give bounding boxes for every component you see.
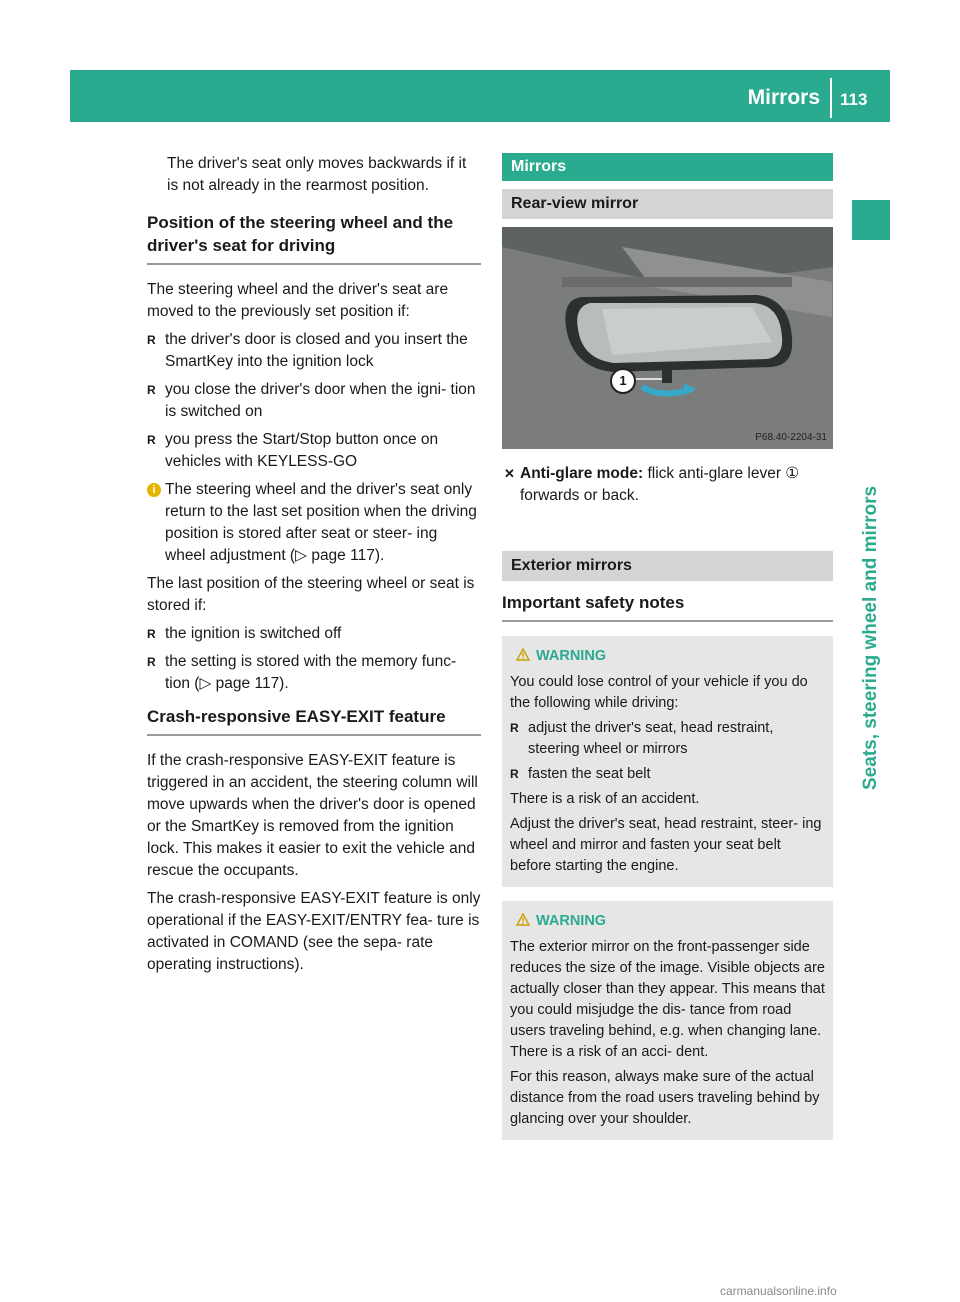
warning-text: For this reason, always make sure of the actual distance from the road users traveling behind by glancing over your shoulder. [510, 1069, 820, 1127]
figure-callout: 1 [610, 368, 636, 394]
section-paragraph: If the crash-responsive EASY-EXIT feature is triggered in an accident, the steering column will move upwards when the driver's door is opened or the SmartKey is removed from the ignition lock. This makes it easier to exit the vehicle and rescue the occupants. [147, 752, 478, 879]
side-tab-label: Seats, steering wheel and mirrors [860, 485, 881, 790]
bullet-list [147, 329, 481, 473]
warning-box [502, 901, 833, 1140]
section-title-easy-exit: Crash-responsive EASY-EXIT feature [147, 707, 446, 726]
info-icon: i [147, 483, 161, 497]
warning-title: WARNING [510, 911, 825, 932]
section-rule [147, 734, 481, 736]
mirrors-bar: Mirrors [502, 153, 833, 181]
warning-text: The exterior mirror on the front-passenger side reduces the size of the image. Visible objects are actually closer than they appear. This means that you could misjudge the dis- tance from road users traveling behind, e.g. when changing lane. There is a risk of an acci- dent. [510, 939, 825, 1060]
list-item: R fasten the seat belt [510, 766, 651, 782]
arrow-icon: ✕ [504, 466, 515, 481]
anti-glare-instruction: ✕ Anti-glare mode: flick anti-glare lever ① forwards or back. [504, 465, 800, 504]
list-item: R you press the Start/Stop button once on vehicles with KEYLESS-GO [147, 431, 439, 470]
left-column [147, 153, 481, 976]
bullet-list [510, 718, 825, 785]
info-note: i The steering wheel and the driver's seat only return to the last set position when the driving position is stored after seat or steer- ing wheel adjustment (▷ page 117). [147, 479, 481, 567]
warning-triangle-icon [516, 912, 530, 933]
header-title: Mirrors [747, 86, 820, 109]
warning-triangle-icon [516, 647, 530, 668]
header-separator [830, 78, 832, 118]
right-column [502, 153, 833, 1140]
section-paragraph: The last position of the steering wheel or seat is stored if: [147, 575, 475, 614]
warning-text: You could lose control of your vehicle if you do the following while driving: [510, 674, 808, 711]
list-item: R the ignition is switched off [147, 625, 342, 642]
list-item: R you close the driver's door when the igni- tion is switched on [147, 381, 476, 420]
list-item: R adjust the driver's seat, head restraint, steering wheel or mirrors [510, 720, 774, 757]
warning-box [502, 636, 833, 887]
section-paragraph: The steering wheel and the driver's seat are moved to the previously set position if: [147, 281, 449, 320]
warning-title: WARNING [510, 646, 825, 667]
bullet-list [147, 623, 481, 695]
section-rule [147, 263, 481, 265]
section-title-position: Position of the steering wheel and the driver's seat for driving [147, 213, 454, 255]
figure-code: P68.40-2204-31 [755, 432, 827, 443]
rear-view-mirror-bar: Rear-view mirror [502, 189, 833, 219]
section-rule [502, 620, 833, 622]
mirror-illustration [502, 227, 833, 449]
side-tab-marker [852, 200, 890, 240]
warning-text: Adjust the driver's seat, head restraint, steer- ing wheel and mirror and fasten your seat belt before starting the engine. [510, 816, 822, 874]
section-paragraph: The crash-responsive EASY-EXIT feature is only operational if the EASY-EXIT/ENTRY fea- ture is activated in COMAND (see the sepa- rate operating instructions). [147, 890, 481, 973]
page-number: 113 [840, 90, 868, 109]
rear-view-mirror-figure [502, 227, 833, 449]
footer-watermark: carmanualsonline.info [720, 1284, 837, 1298]
list-item: R the driver's door is closed and you insert the SmartKey into the ignition lock [147, 331, 468, 370]
exterior-mirrors-bar: Exterior mirrors [502, 551, 833, 581]
safety-notes-title: Important safety notes [502, 593, 685, 612]
warning-text: There is a risk of an accident. [510, 791, 700, 807]
list-item: R the setting is stored with the memory func- tion (▷ page 117). [147, 653, 457, 692]
intro-text: The driver's seat only moves backwards if it is not already in the rearmost position. [167, 155, 467, 194]
